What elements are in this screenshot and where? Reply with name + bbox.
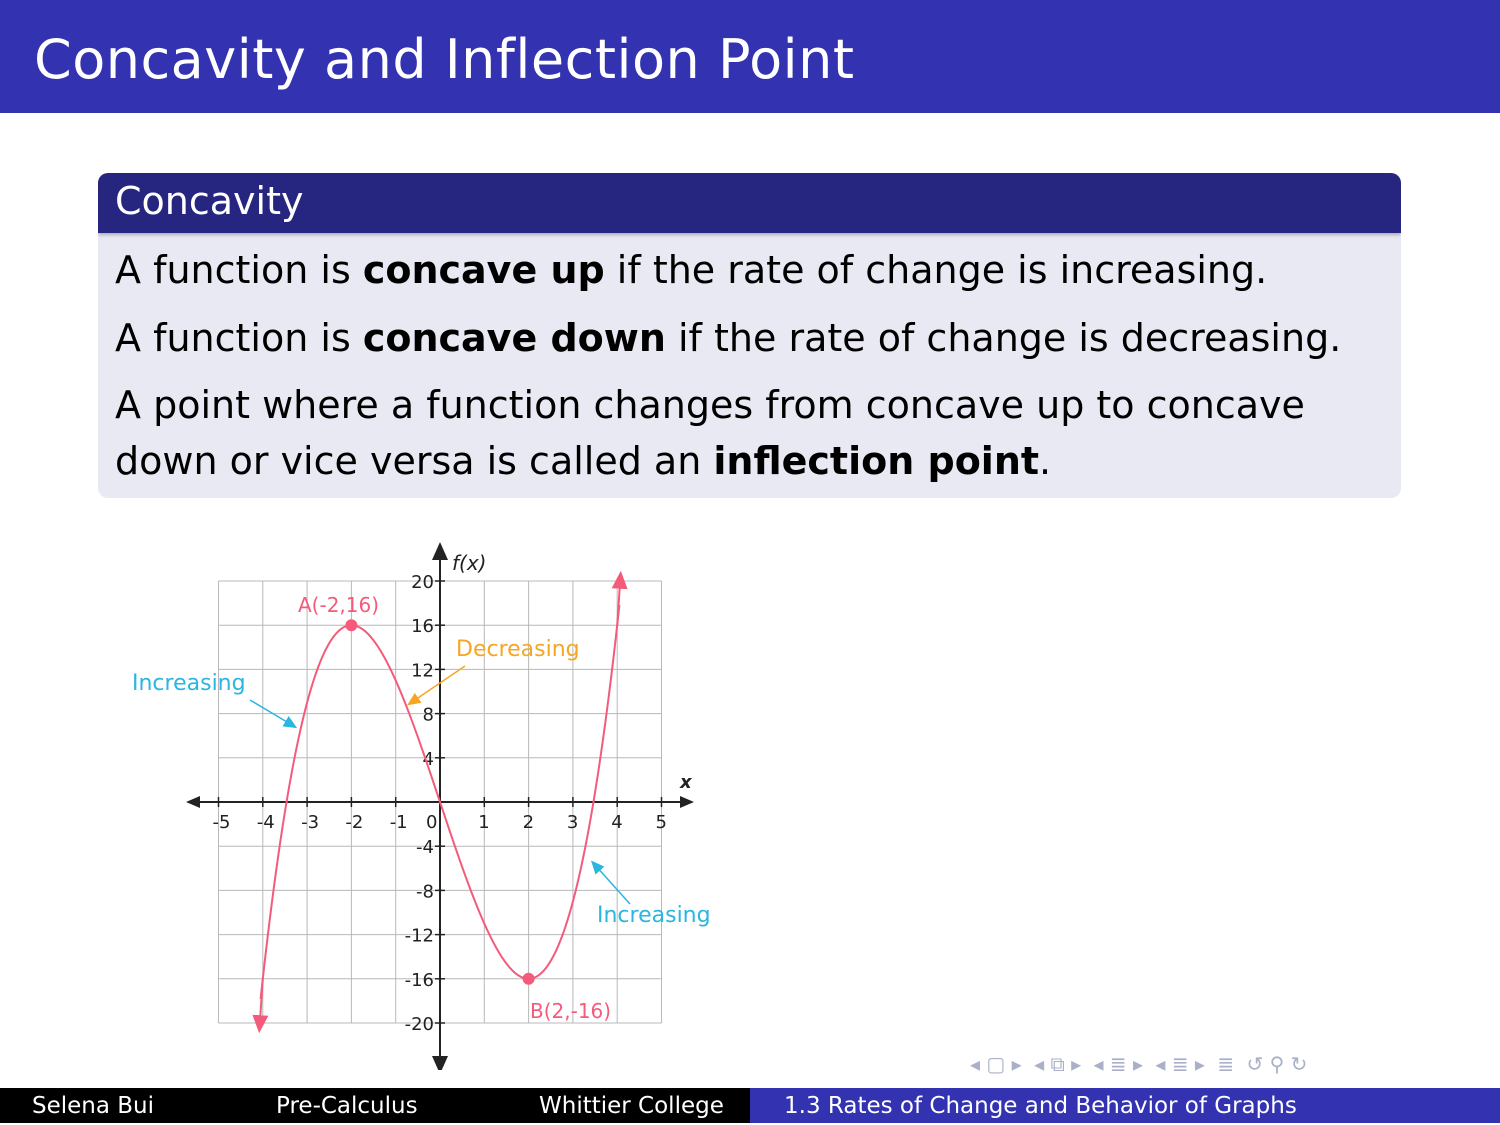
- block-header: [98, 173, 1401, 233]
- text-segment: .: [1039, 439, 1052, 483]
- x-tick-label: -4: [256, 812, 275, 833]
- concavity-block: [98, 173, 1401, 498]
- y-tick-label: -16: [404, 969, 434, 991]
- y-tick-label: 4: [422, 748, 434, 770]
- x-tick-label: 4: [611, 812, 623, 833]
- footer-institution: Whittier College: [539, 1093, 724, 1119]
- term-inflection-point: inflection point: [713, 439, 1040, 483]
- point-b-label: B(2,-16): [530, 999, 612, 1023]
- x-axis-left-arrow: [186, 796, 200, 808]
- y-tick-label: 12: [411, 660, 434, 682]
- footer-course: Pre-Calculus: [276, 1093, 418, 1119]
- nav-align-icon[interactable]: ≣: [1217, 1052, 1235, 1076]
- slide-title: Concavity and Inflection Point: [34, 28, 855, 91]
- increasing-right-pointer: [595, 865, 630, 904]
- term-concave-down: concave down: [362, 316, 666, 360]
- y-tick-label: 16: [411, 616, 434, 638]
- x-tick-label: 0: [426, 812, 438, 833]
- y-tick-label: -8: [416, 881, 434, 903]
- y-tick-label: -4: [416, 837, 434, 859]
- x-axis-label: x: [680, 772, 692, 793]
- text-segment: A function is: [115, 248, 363, 292]
- footer-author: Selena Bui: [32, 1093, 155, 1119]
- text-segment: if the rate of change is increasing.: [604, 248, 1268, 292]
- x-tick-label: -5: [212, 812, 231, 833]
- footer-right: [750, 1088, 1500, 1123]
- text-segment: down or vice versa is called an: [115, 439, 714, 483]
- definition-inflection-line2: [115, 439, 1051, 483]
- navigation-symbols: [970, 1052, 1490, 1078]
- definition-concave-down: [115, 316, 1341, 360]
- x-tick-label: -2: [345, 812, 364, 833]
- nav-frame-icon[interactable]: ◂ ▢ ▸: [970, 1052, 1022, 1076]
- label-decreasing: Decreasing: [456, 637, 580, 662]
- definition-concave-up: [115, 248, 1267, 292]
- y-tick-label: -20: [404, 1014, 434, 1035]
- title-bar: [0, 0, 1500, 113]
- footer: [0, 1088, 1500, 1123]
- nav-subsection-list-icon[interactable]: ◂ ≣ ▸: [1155, 1052, 1205, 1076]
- x-tick-label: -1: [389, 812, 408, 833]
- text-segment: A function is: [115, 316, 363, 360]
- point-b-marker: [523, 973, 535, 985]
- increasing-left-pointer: [250, 700, 292, 725]
- x-tick-label: -3: [301, 812, 320, 833]
- y-axis-label: f(x): [452, 551, 487, 575]
- text-segment: if the rate of change is decreasing.: [665, 316, 1342, 360]
- label-increasing-right: Increasing: [597, 903, 711, 928]
- label-increasing-left: Increasing: [132, 671, 246, 696]
- nav-search-icon[interactable]: ↺ ⚲ ↻: [1246, 1052, 1308, 1076]
- nav-subsection-icon[interactable]: ◂ ⧉ ▸: [1034, 1052, 1082, 1076]
- x-axis-right-arrow: [680, 796, 694, 808]
- y-tick-label: 8: [422, 704, 434, 726]
- point-a-marker: [345, 619, 357, 631]
- definition-inflection-line1: A point where a function changes from concave up to concave: [115, 383, 1305, 427]
- footer-section: 1.3 Rates of Change and Behavior of Graphs: [784, 1093, 1297, 1119]
- x-tick-label: 3: [566, 812, 579, 833]
- point-a-label: A(-2,16): [298, 593, 380, 617]
- x-tick-label: 2: [522, 812, 535, 833]
- nav-section-icon[interactable]: ◂ ≣ ▸: [1093, 1052, 1144, 1076]
- x-tick-label: 5: [655, 812, 667, 833]
- block-title: Concavity: [115, 179, 304, 223]
- y-tick-label: 20: [411, 572, 434, 593]
- y-tick-label: -12: [404, 925, 434, 947]
- function-graph: [120, 540, 760, 1070]
- x-tick-label: 1: [478, 812, 490, 833]
- term-concave-up: concave up: [362, 248, 605, 292]
- footer-left: [0, 1088, 750, 1123]
